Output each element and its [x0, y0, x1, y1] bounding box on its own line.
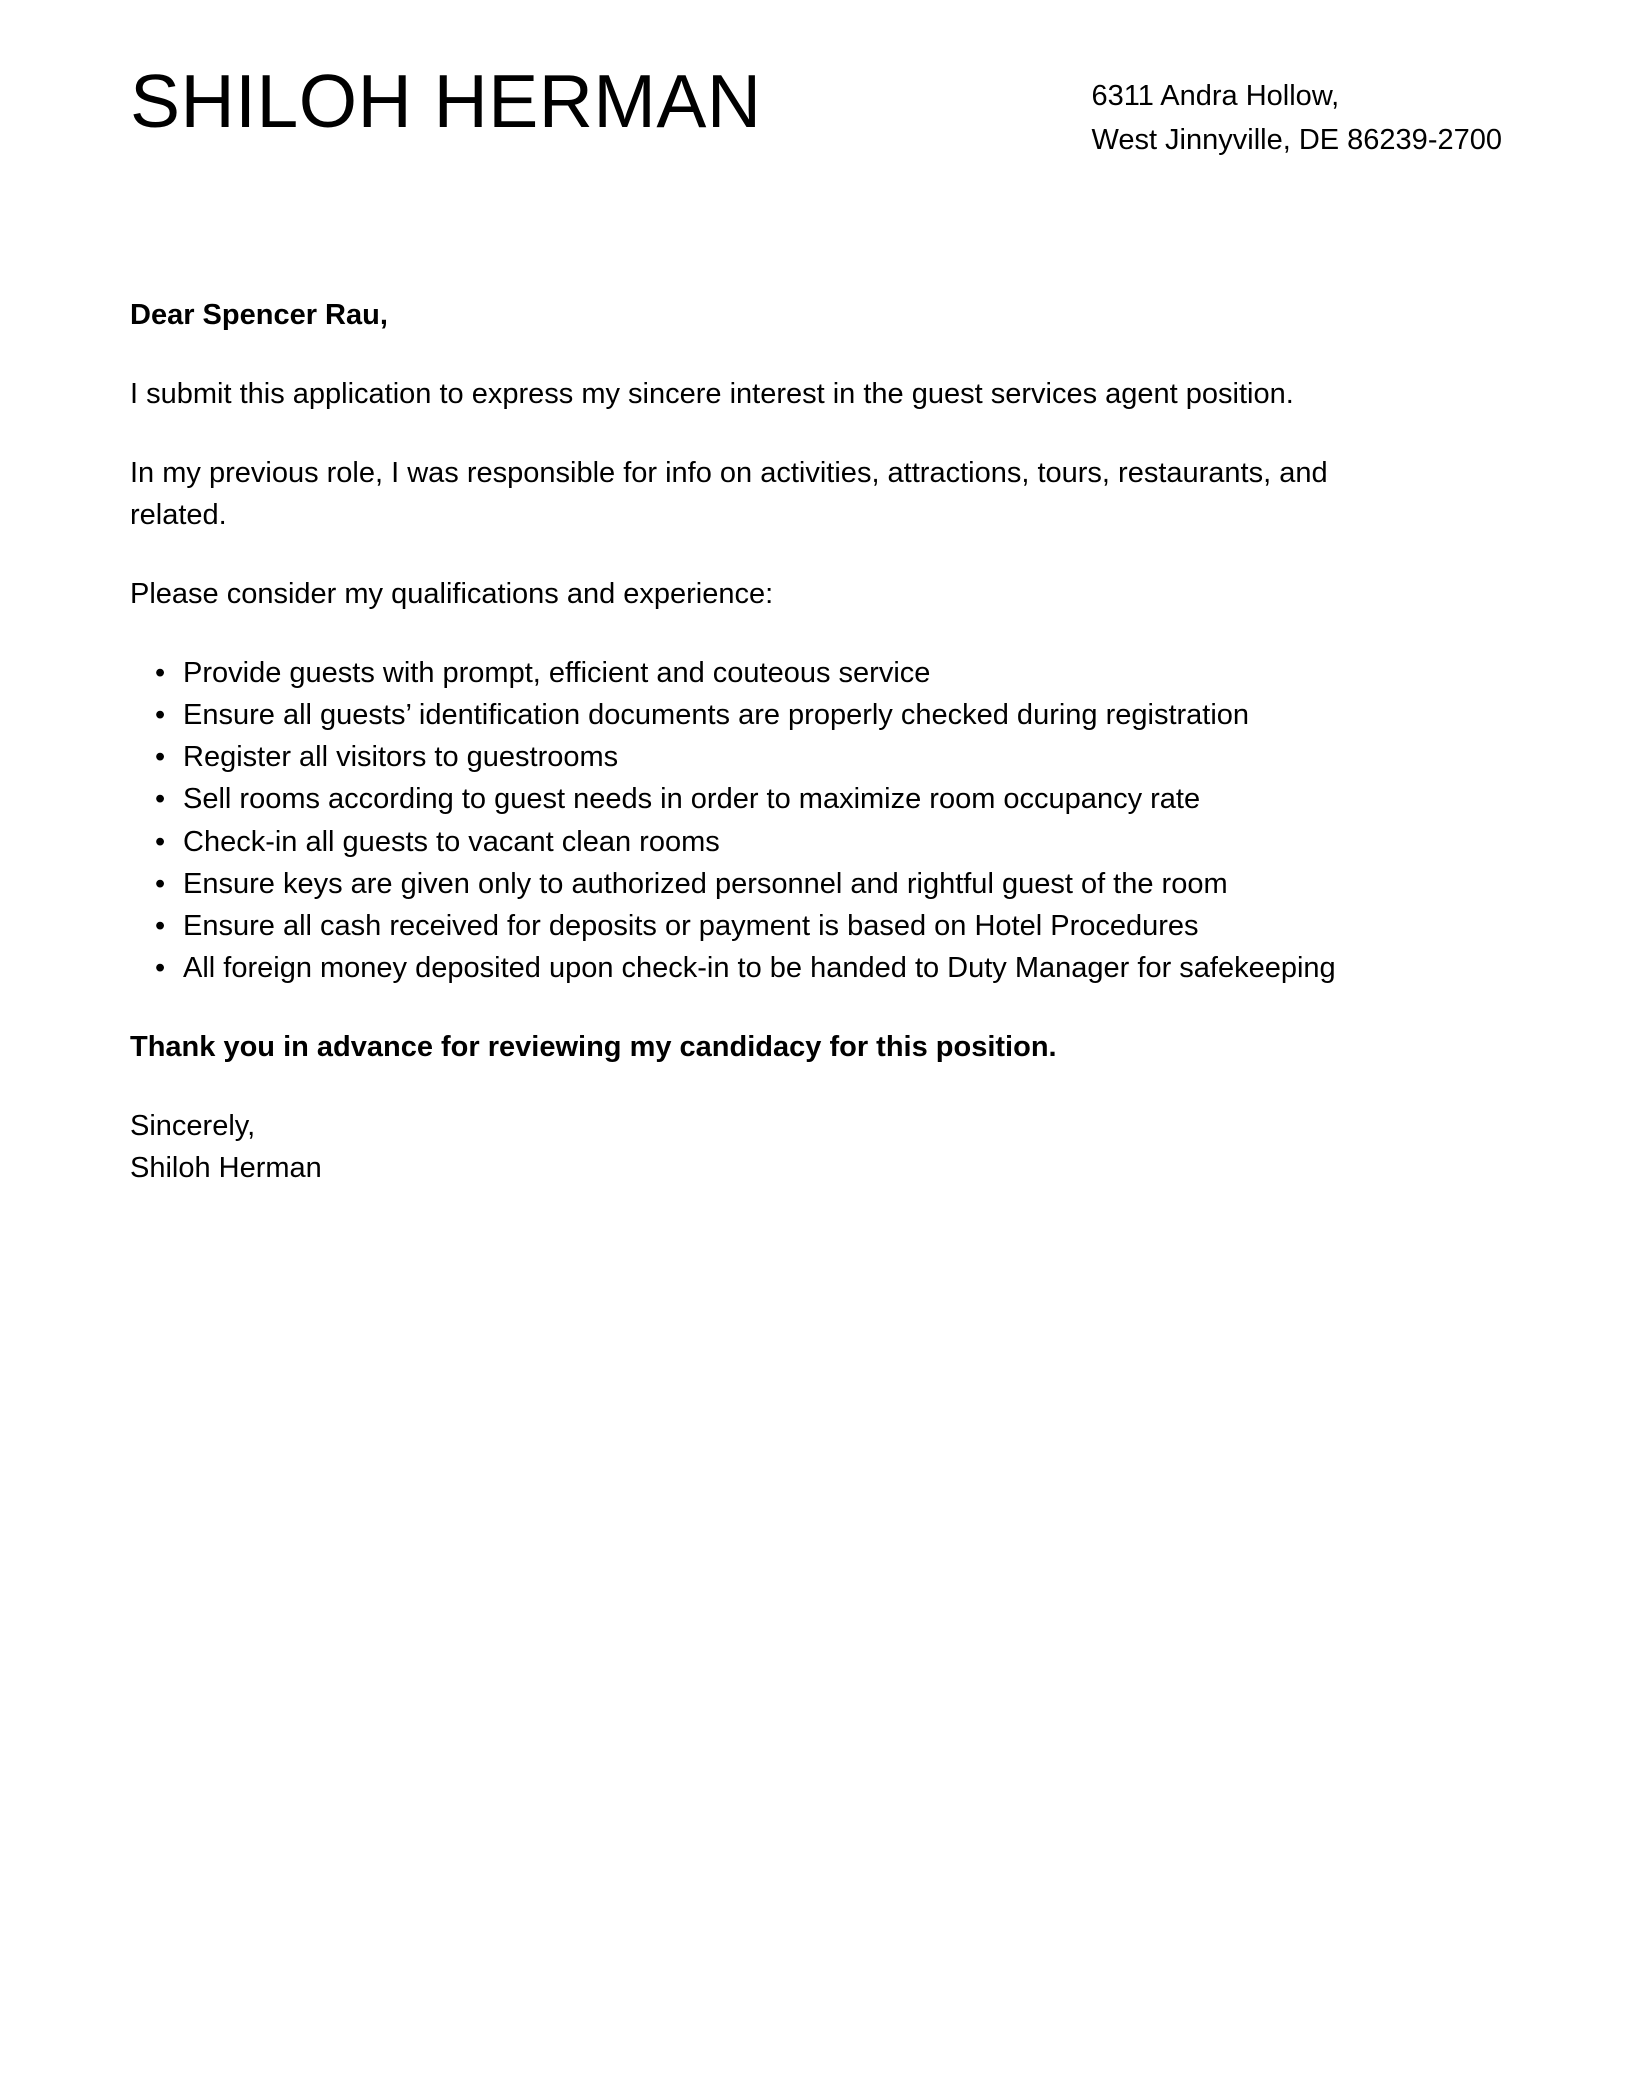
signoff-name: Shiloh Herman — [130, 1151, 322, 1184]
signoff-valediction: Sincerely, — [130, 1110, 256, 1143]
candidate-name: SHILOH HERMAN — [130, 59, 762, 143]
salutation: Dear Spencer Rau, — [130, 299, 388, 331]
qualification-item: • Register all visitors to guestrooms — [130, 737, 1422, 778]
letterhead — [130, 59, 1502, 162]
qualifications-list — [130, 653, 1422, 989]
experience-paragraph: In my previous role, I was responsible for info on activities, attractions, tours, restaurants, and related. — [130, 457, 1328, 531]
qualifications-lead-in: Please consider my qualifications and experience: — [130, 577, 774, 610]
qualification-item: • Provide guests with prompt, efficient and couteous service — [130, 653, 1422, 694]
qualification-item: • Check-in all guests to vacant clean rooms — [130, 822, 1422, 863]
qualification-item: • Ensure all cash received for deposits or payment is based on Hotel Procedures — [130, 906, 1422, 947]
qualification-item: • Ensure all guests’ identification documents are properly checked during registration — [130, 695, 1422, 736]
address-line-city-state-zip: West Jinnyville, DE 86239-2700 — [1091, 124, 1502, 157]
qualification-item: • Ensure keys are given only to authorized personnel and rightful guest of the room — [130, 864, 1422, 905]
intro-paragraph: I submit this application to express my sincere interest in the guest services agent position. — [130, 378, 1294, 411]
letter-body — [130, 295, 1422, 1189]
sender-address-block — [1091, 62, 1502, 162]
closing-statement: Thank you in advance for reviewing my candidacy for this position. — [130, 1031, 1057, 1064]
signoff-block — [130, 1106, 1422, 1188]
qualification-item: • Sell rooms according to guest needs in order to maximize room occupancy rate — [130, 779, 1422, 820]
address-line-street: 6311 Andra Hollow, — [1091, 80, 1340, 112]
qualification-item: • All foreign money deposited upon check-in to be handed to Duty Manager for safekeeping — [130, 948, 1422, 989]
